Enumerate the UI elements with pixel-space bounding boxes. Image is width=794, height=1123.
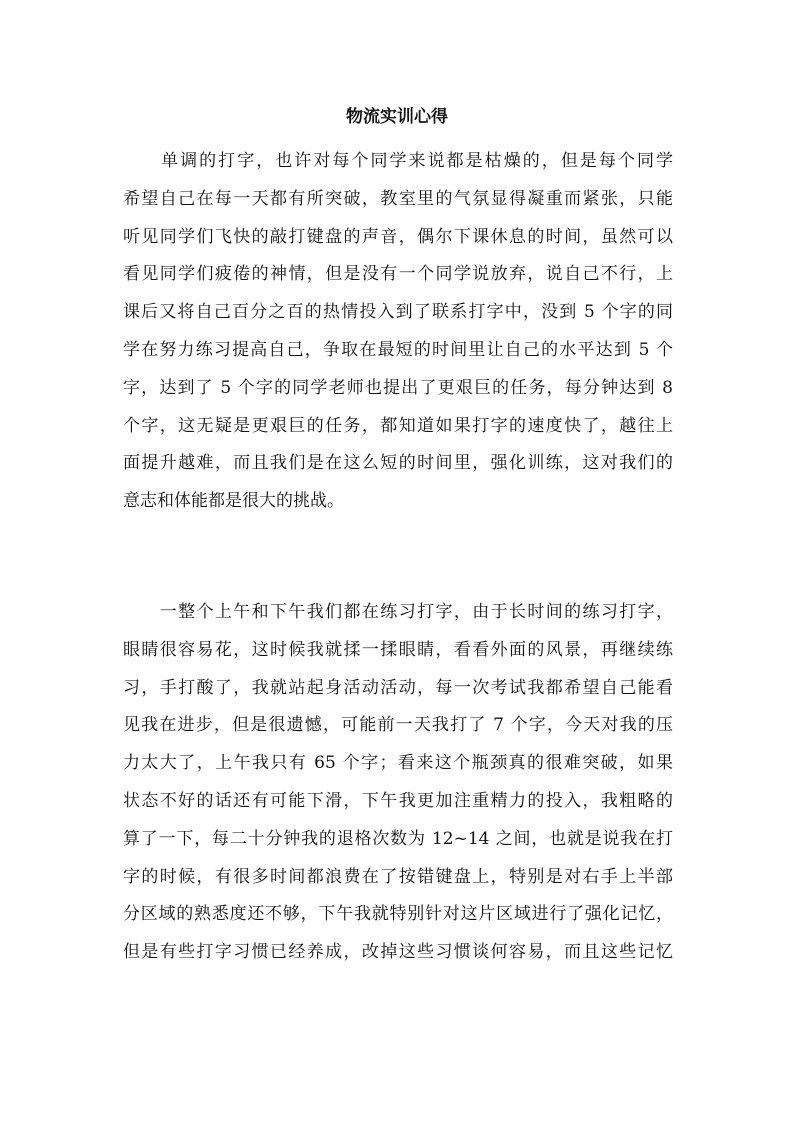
document-title: 物流实训心得: [346, 107, 448, 127]
paragraph-line: 希望自己在每一天都有所突破，教室里的气氛显得凝重而紧张，只能: [123, 188, 673, 209]
paragraph-line: 力太大了，上午我只有 65 个字；看来这个瓶颈真的很难突破，如果: [123, 753, 673, 774]
paragraph-line: 个字，这无疑是更艰巨的任务，都知道如果打字的速度快了，越往上: [123, 415, 673, 436]
paragraph-line: 见我在进步，但是很遗憾，可能前一天我打了 7 个字，今天对我的压: [123, 715, 673, 736]
paragraph-line: 算了一下，每二十分钟我的退格次数为 12~14 之间，也就是说我在打: [123, 828, 673, 849]
paragraph-line: 面提升越难，而且我们是在这么短的时间里，强化训练，这对我们的: [123, 453, 673, 474]
paragraph-line: 状态不好的话还有可能下滑，下午我更加注重精力的投入，我粗略的: [123, 790, 673, 811]
paragraph-line: 字，达到了 5 个字的同学老师也提出了更艰巨的任务，每分钟达到 8: [123, 377, 673, 398]
paragraph-line: 习，手打酸了，我就站起身活动活动，每一次考试我都希望自己能看: [123, 677, 673, 698]
paragraph-line: 单调的打字，也许对每个同学来说都是枯燥的，但是每个同学: [123, 151, 673, 171]
paragraph-line: 听见同学们飞快的敲打键盘的声音，偶尔下课休息的时间，虽然可以: [123, 226, 673, 247]
paragraph-line: 学在努力练习提高自己，争取在最短的时间里让自己的水平达到 5 个: [123, 339, 673, 360]
paragraph-line: 意志和体能都是很大的挑战。: [123, 491, 344, 512]
paragraph-line: 一整个上午和下午我们都在练习打字，由于长时间的练习打字，: [123, 602, 673, 622]
paragraph-2: [123, 594, 673, 972]
paragraph-line: 课后又将自己百分之百的热情投入到了联系打字中，没到 5 个字的同: [123, 302, 673, 323]
paragraph-line: 分区域的熟悉度还不够，下午我就特别针对这片区域进行了强化记忆，: [123, 904, 673, 925]
paragraph-line: 字的时候，有很多时间都浪费在了按错键盘上，特别是对右手上半部: [123, 866, 673, 887]
paragraph-line: 看见同学们疲倦的神情，但是没有一个同学说放弃，说自己不行，上: [123, 264, 673, 285]
paragraph-line: 但是有些打字习惯已经养成，改掉这些习惯谈何容易，而且这些记忆: [123, 942, 673, 963]
paragraph-1: [123, 143, 673, 521]
paragraph-line: 眼睛很容易花，这时候我就揉一揉眼睛，看看外面的风景，再继续练: [123, 639, 673, 660]
